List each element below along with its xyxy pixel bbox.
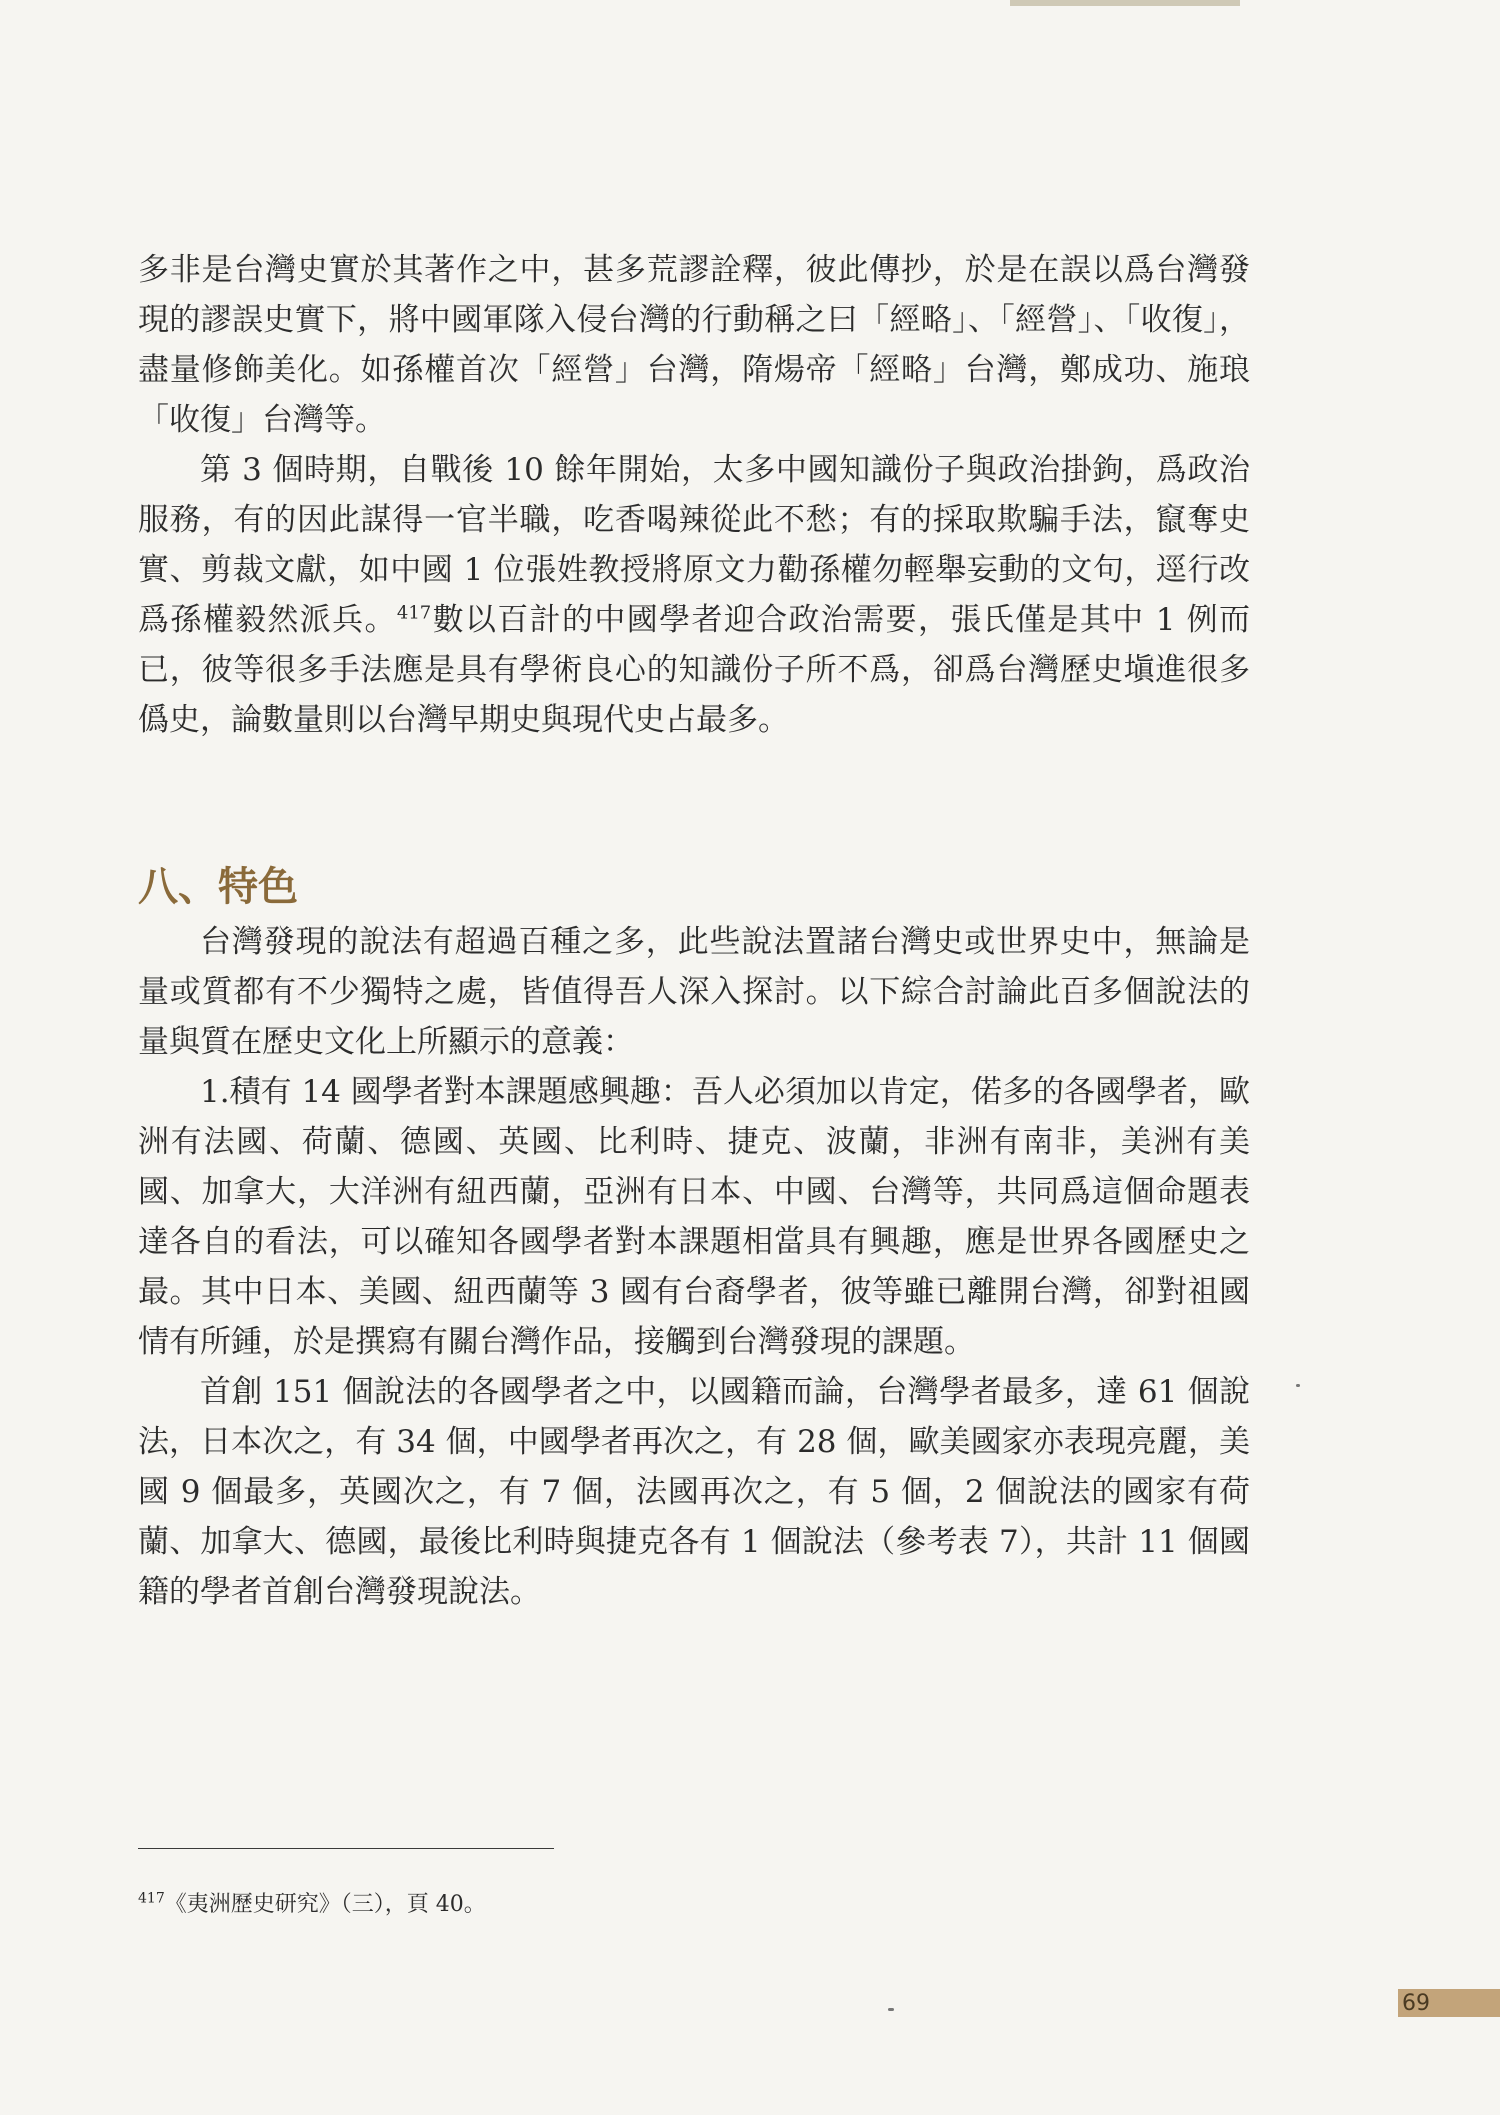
body-content (138, 245, 1250, 1617)
section-heading: 八、特色 (138, 864, 298, 910)
paragraph-1: 多非是台灣史實於其著作之中，甚多荒謬詮釋，彼此傳抄，於是在誤以爲台灣發現的謬誤史實下，將中國軍隊入侵台灣的行動稱之曰「經略」、「經營」、「收復」，盡量修飾美化。如孫權首次「經營」台灣，隋煬帝「經略」台灣，鄭成功、施琅「收復」台灣等。 (138, 252, 1250, 438)
scan-speck (888, 2008, 894, 2011)
scan-speck (1296, 1384, 1300, 1387)
paragraph-2 (138, 445, 1250, 745)
paragraph-2-part-a: 第 3 個時期，自戰後 10 餘年開始，太多中國知識份子與政治掛鉤，爲政治服務，有的因此謀得一官半職，吃香喝辣從此不愁；有的採取欺騙手法，竄奪史實、剪裁文獻，如中國 1 位張姓教授將原文力勸孫權勿輕舉妄動的文句，逕行改爲孫權毅然派兵。 (138, 452, 1250, 638)
footnote-divider (138, 1848, 554, 1849)
section-spacer (138, 745, 1250, 857)
paragraph-2-part-b: 數以百計的中國學者迎合政治需要，張氏僅是其中 1 例而已，彼等很多手法應是具有學術良心的知識份子所不爲，卻爲台灣歷史塡進很多僞史，論數量則以台灣早期史與現代史占最多。 (138, 602, 1250, 738)
footnote (138, 1890, 486, 1920)
section-paragraph-2: 1.積有 14 國學者對本課題感興趣：吾人必須加以肯定，偌多的各國學者，歐洲有法國、荷蘭、德國、英國、比利時、捷克、波蘭，非洲有南非，美洲有美國、加拿大，大洋洲有紐西蘭，亞洲有日本、中國、台灣等，共同爲這個命題表達各自的看法，可以確知各國學者對本課題相當具有興趣，應是世界各國歷史之最。其中日本、美國、紐西蘭等 3 國有台裔學者，彼等雖已離開台灣，卻對祖國情有所鍾，於是撰寫有關台灣作品，接觸到台灣發現的課題。 (138, 1074, 1250, 1360)
page-number: 69 (1402, 1990, 1430, 2016)
page-number-tab (1398, 1989, 1500, 2017)
section-paragraph-1: 台灣發現的說法有超過百種之多，此些說法置諸台灣史或世界史中，無論是量或質都有不少獨特之處，皆值得吾人深入探討。以下綜合討論此百多個說法的量與質在歷史文化上所顯示的意義： (138, 924, 1250, 1060)
footnote-reference-417[interactable]: 417 (396, 602, 432, 624)
section-paragraph-3: 首創 151 個說法的各國學者之中，以國籍而論，台灣學者最多，達 61 個說法，日本次之，有 34 個，中國學者再次之，有 28 個，歐美國家亦表現亮麗，美國 9 個最多，英國次之，有 7 個，法國再次之，有 5 個，2 個說法的國家有荷蘭、加拿大、德國，最後比利時與捷克各有 1 個說法（參考表 7），共計 11 個國籍的學者首創台灣發現說法。 (138, 1374, 1250, 1610)
footnote-text: 《夷洲歷史研究》（三），頁 40。 (164, 1892, 486, 1917)
top-edge-decoration (1010, 0, 1240, 6)
footnote-number: 417 (138, 1890, 165, 1907)
